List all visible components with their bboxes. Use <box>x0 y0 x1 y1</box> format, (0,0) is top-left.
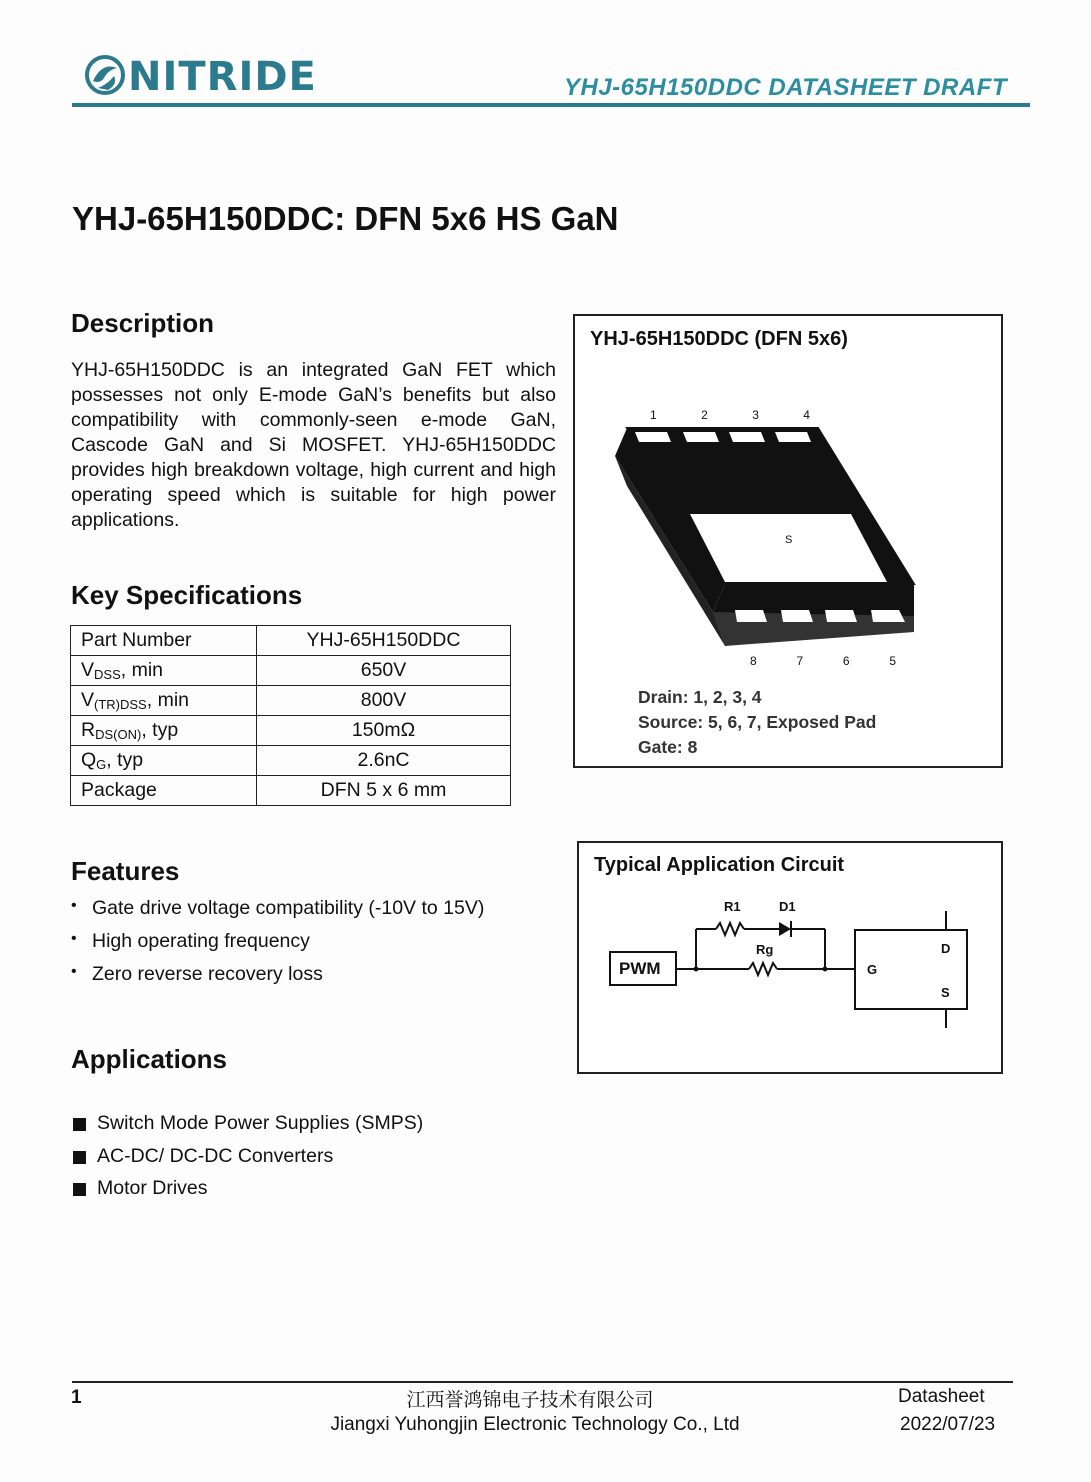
list-item: Switch Mode Power Supplies (SMPS) <box>71 1112 423 1145</box>
pad-7 <box>781 610 813 622</box>
source-pins: Source: 5, 6, 7, Exposed Pad <box>638 712 877 732</box>
description-heading: Description <box>71 308 215 338</box>
pwm-label: PWM <box>619 959 661 978</box>
list-item: AC-DC/ DC-DC Converters <box>71 1145 423 1178</box>
d1-label: D1 <box>779 899 796 914</box>
table-row <box>71 776 511 806</box>
doc-date: 2022/07/23 <box>900 1414 996 1435</box>
header-rule <box>72 103 1030 107</box>
pad-2 <box>683 432 719 442</box>
drain-pins: Drain: 1, 2, 3, 4 <box>638 687 762 707</box>
table-row <box>71 686 511 716</box>
spec-param: $V_{DSS}$, min <box>71 656 257 686</box>
pad-4 <box>775 432 811 442</box>
source-label: S <box>941 985 950 1000</box>
spec-value: YHJ-65H150DDC <box>257 626 511 656</box>
exposed-pad-label: S <box>785 534 793 546</box>
features-heading: Features <box>71 856 180 886</box>
circuit-box-title: Typical Application Circuit <box>594 854 845 876</box>
doc-type: Datasheet <box>898 1386 985 1407</box>
table-row <box>71 626 511 656</box>
description-text: YHJ-65H150DDC is an integrated GaN FET which possesses not only E-mode GaN’s benefits but also compatibility with commonly-seen e-mode GaN, Cascode GaN and Si MOSFET. YHJ-65H150DDC provides high breakdown voltage, high current and high operating speed which is suitable for high power applications. <box>71 359 556 531</box>
nitride-logo-icon <box>84 54 126 96</box>
spec-value: 150mΩ <box>257 716 511 746</box>
applications-list <box>71 1112 423 1210</box>
document-tag: YHJ-65H150DDC DATASHEET DRAFT <box>563 74 1007 101</box>
gate-pins: Gate: 8 <box>638 737 698 757</box>
company-name-cn: 江西誉鸿锦电子技术有限公司 <box>406 1389 654 1411</box>
r1-label: R1 <box>724 899 741 914</box>
table-row <box>71 716 511 746</box>
list-item: • Zero reverse recovery loss <box>71 963 484 996</box>
table-row <box>71 746 511 776</box>
table-row <box>71 656 511 686</box>
spec-param: Package <box>71 776 257 806</box>
rg-label: Rg <box>756 942 774 957</box>
circuit-diagram-box <box>577 841 1003 1074</box>
spec-value: 650V <box>257 656 511 686</box>
list-item: • High operating frequency <box>71 930 484 963</box>
spec-value: 800V <box>257 686 511 716</box>
gate-label: G <box>867 962 878 977</box>
pad-8 <box>735 610 767 622</box>
spec-value: DFN 5 x 6 mm <box>257 776 511 806</box>
package-box-title: YHJ-65H150DDC (DFN 5x6) <box>590 328 848 350</box>
list-item: Motor Drives <box>71 1177 423 1210</box>
spec-param: $R_{DS(ON)}$, typ <box>71 716 257 746</box>
drain-label: D <box>941 941 951 956</box>
spec-param: $V_{(TR)DSS}$, min <box>71 686 257 716</box>
applications-heading: Applications <box>71 1044 228 1074</box>
spec-param: Part Number <box>71 626 257 656</box>
pad-3 <box>729 432 765 442</box>
pad-6 <box>825 610 857 622</box>
page-number: 1 <box>71 1387 82 1408</box>
top-pin-numbers: 1 2 3 4 <box>650 408 810 422</box>
company-name-en: Jiangxi Yuhongjin Electronic Technology Co., Ltd <box>330 1414 740 1435</box>
bottom-pin-numbers: 8 7 6 5 <box>750 654 896 668</box>
circuit-schematic <box>579 843 1001 1072</box>
key-specs-heading: Key Specifications <box>71 580 303 610</box>
features-list <box>71 897 484 996</box>
page-title: YHJ-65H150DDC: DFN 5x6 HS GaN <box>72 200 619 237</box>
footer-rule <box>72 1381 1013 1383</box>
spec-param: $Q_G$, typ <box>71 746 257 776</box>
logo-wordmark: NITRIDE <box>128 54 317 100</box>
list-item: • Gate drive voltage compatibility (-10V to 15V) <box>71 897 484 930</box>
spec-value: 2.6nC <box>257 746 511 776</box>
pad-1 <box>635 432 671 442</box>
key-specs-table <box>70 625 511 806</box>
